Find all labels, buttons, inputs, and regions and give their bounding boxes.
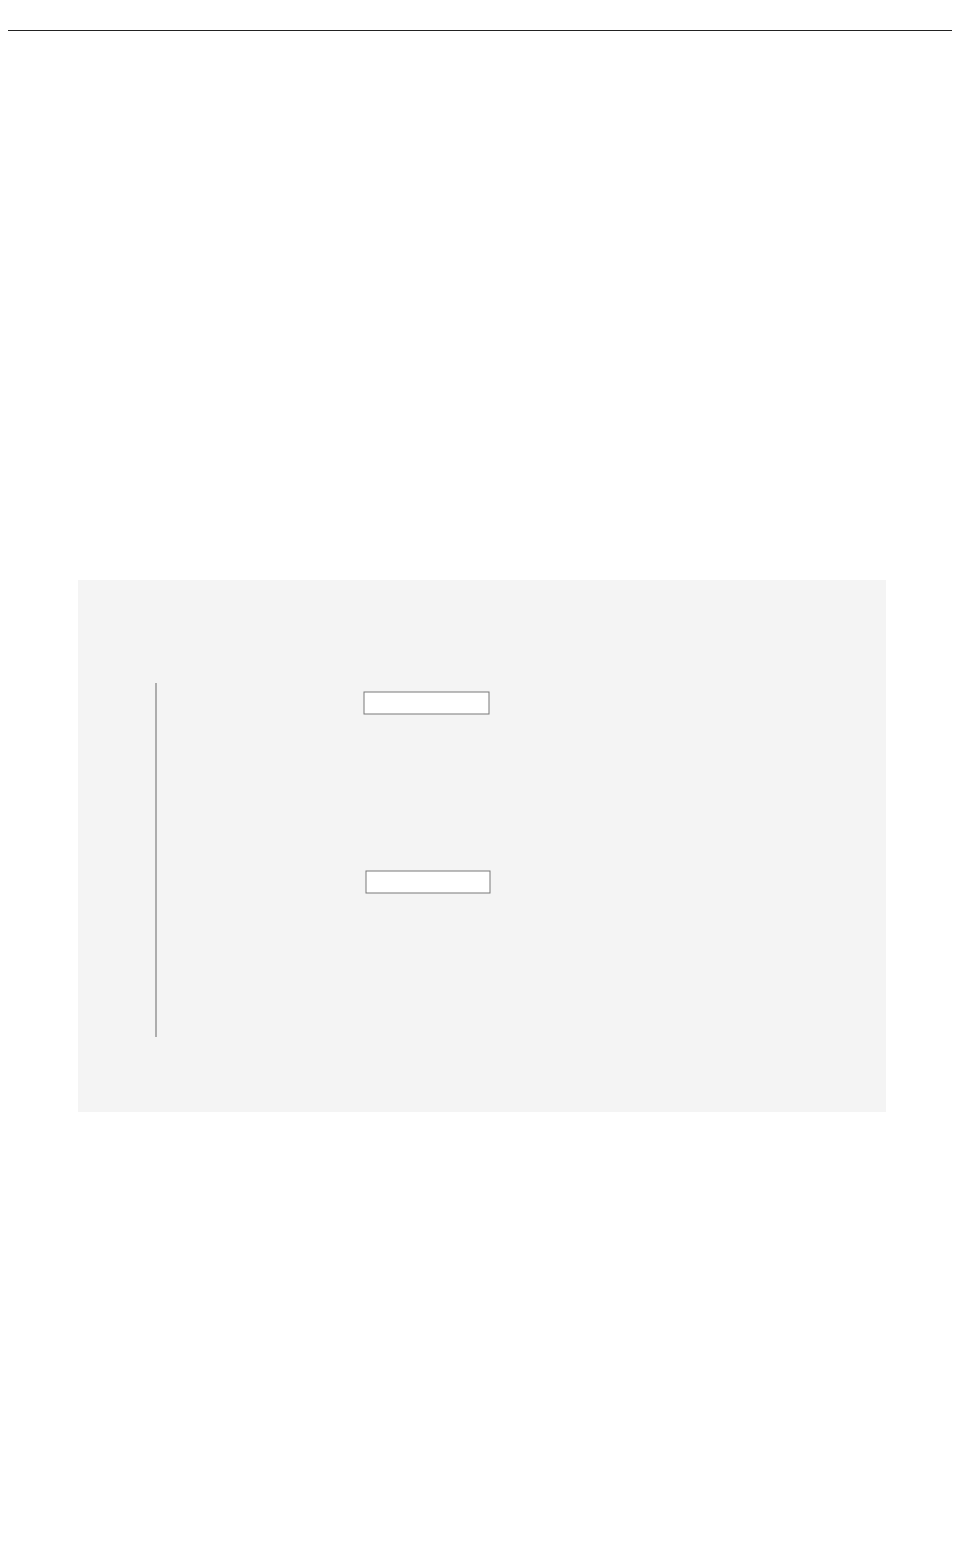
running-header: [8, 0, 952, 31]
figure-pc-usage: [78, 580, 886, 1112]
callout-users-box: [366, 871, 490, 893]
figure-svg: [78, 580, 886, 1112]
callout-nonusers-box: [364, 692, 489, 714]
